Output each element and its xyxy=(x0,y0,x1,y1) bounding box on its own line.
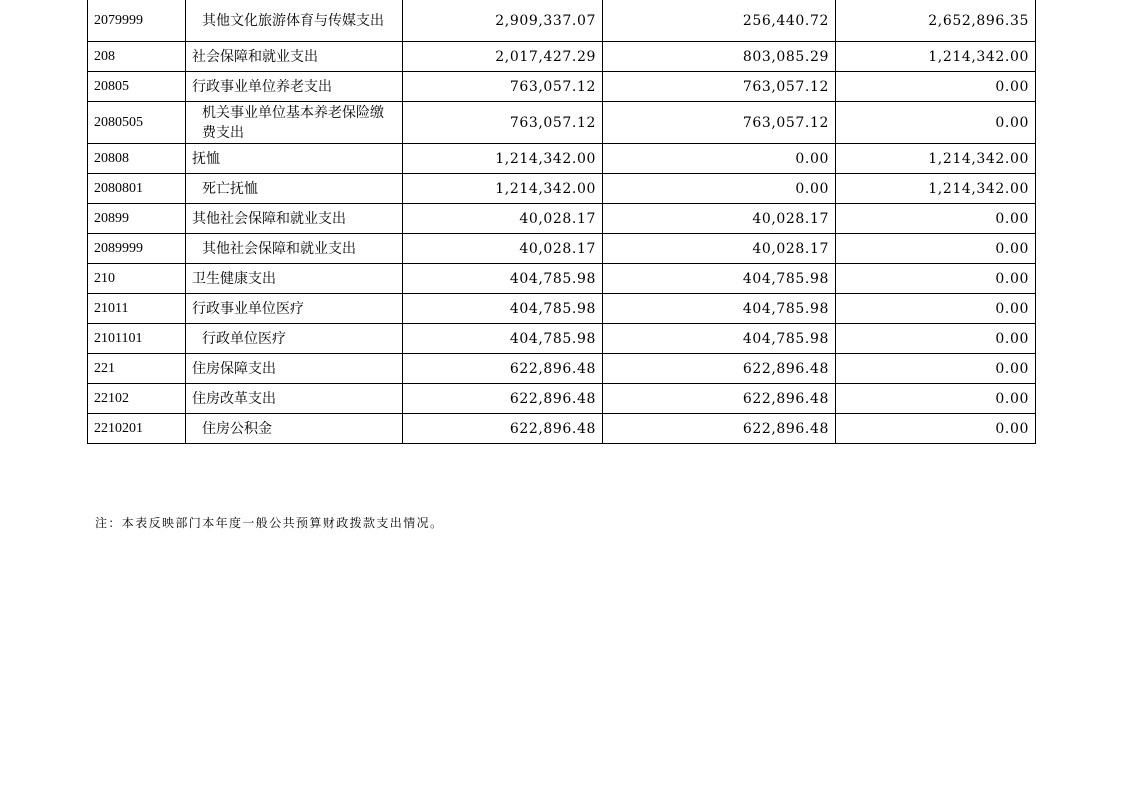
account-name-cell: 其他文化旅游体育与传媒支出 xyxy=(186,0,403,42)
basic-expenditure-cell: 622,896.48 xyxy=(603,414,836,444)
basic-expenditure-cell: 803,085.29 xyxy=(603,42,836,72)
project-expenditure-cell: 0.00 xyxy=(836,324,1036,354)
account-name-cell: 死亡抚恤 xyxy=(186,174,403,204)
basic-expenditure-cell: 404,785.98 xyxy=(603,294,836,324)
account-code-cell: 2079999 xyxy=(88,0,186,42)
basic-expenditure-cell: 763,057.12 xyxy=(603,102,836,144)
account-name-cell: 行政事业单位医疗 xyxy=(186,294,403,324)
table-row xyxy=(88,234,1036,264)
total-amount-cell: 40,028.17 xyxy=(403,234,603,264)
project-expenditure-cell: 0.00 xyxy=(836,414,1036,444)
project-expenditure-cell: 0.00 xyxy=(836,354,1036,384)
account-name-cell: 住房公积金 xyxy=(186,414,403,444)
table-row xyxy=(88,204,1036,234)
table-row xyxy=(88,264,1036,294)
project-expenditure-cell: 0.00 xyxy=(836,204,1036,234)
account-code-cell: 20805 xyxy=(88,72,186,102)
basic-expenditure-cell: 404,785.98 xyxy=(603,264,836,294)
total-amount-cell: 1,214,342.00 xyxy=(403,144,603,174)
account-name-cell: 卫生健康支出 xyxy=(186,264,403,294)
table-row xyxy=(88,294,1036,324)
basic-expenditure-cell: 0.00 xyxy=(603,144,836,174)
account-code-cell: 22102 xyxy=(88,384,186,414)
account-code-cell: 208 xyxy=(88,42,186,72)
table-row xyxy=(88,0,1036,42)
account-code-cell: 2210201 xyxy=(88,414,186,444)
account-name-cell: 住房改革支出 xyxy=(186,384,403,414)
total-amount-cell: 40,028.17 xyxy=(403,204,603,234)
table-row xyxy=(88,42,1036,72)
basic-expenditure-cell: 40,028.17 xyxy=(603,204,836,234)
total-amount-cell: 404,785.98 xyxy=(403,294,603,324)
account-name-cell: 住房保障支出 xyxy=(186,354,403,384)
project-expenditure-cell: 0.00 xyxy=(836,102,1036,144)
account-name-cell: 抚恤 xyxy=(186,144,403,174)
account-code-cell: 20899 xyxy=(88,204,186,234)
project-expenditure-cell: 2,652,896.35 xyxy=(836,0,1036,42)
table-row xyxy=(88,174,1036,204)
table-footnote: 注：本表反映部门本年度一般公共预算财政拨款支出情况。 xyxy=(95,516,444,530)
project-expenditure-cell: 0.00 xyxy=(836,234,1036,264)
project-expenditure-cell: 1,214,342.00 xyxy=(836,174,1036,204)
basic-expenditure-cell: 40,028.17 xyxy=(603,234,836,264)
project-expenditure-cell: 1,214,342.00 xyxy=(836,42,1036,72)
account-code-cell: 2089999 xyxy=(88,234,186,264)
budget-sheet xyxy=(87,0,1035,444)
project-expenditure-cell: 0.00 xyxy=(836,294,1036,324)
project-expenditure-cell: 1,214,342.00 xyxy=(836,144,1036,174)
project-expenditure-cell: 0.00 xyxy=(836,72,1036,102)
account-code-cell: 20808 xyxy=(88,144,186,174)
table-row xyxy=(88,102,1036,144)
basic-expenditure-cell: 256,440.72 xyxy=(603,0,836,42)
account-name-cell: 社会保障和就业支出 xyxy=(186,42,403,72)
total-amount-cell: 1,214,342.00 xyxy=(403,174,603,204)
total-amount-cell: 622,896.48 xyxy=(403,414,603,444)
expenditure-table xyxy=(87,0,1036,444)
account-code-cell: 210 xyxy=(88,264,186,294)
account-code-cell: 2101101 xyxy=(88,324,186,354)
account-name-cell: 行政单位医疗 xyxy=(186,324,403,354)
basic-expenditure-cell: 622,896.48 xyxy=(603,354,836,384)
table-row xyxy=(88,72,1036,102)
table-row xyxy=(88,354,1036,384)
account-name-cell: 机关事业单位基本养老保险缴费支出 xyxy=(186,102,403,144)
total-amount-cell: 404,785.98 xyxy=(403,264,603,294)
basic-expenditure-cell: 622,896.48 xyxy=(603,384,836,414)
account-code-cell: 2080801 xyxy=(88,174,186,204)
total-amount-cell: 763,057.12 xyxy=(403,72,603,102)
total-amount-cell: 622,896.48 xyxy=(403,354,603,384)
project-expenditure-cell: 0.00 xyxy=(836,264,1036,294)
account-name-cell: 其他社会保障和就业支出 xyxy=(186,234,403,264)
project-expenditure-cell: 0.00 xyxy=(836,384,1036,414)
account-name-cell: 行政事业单位养老支出 xyxy=(186,72,403,102)
total-amount-cell: 622,896.48 xyxy=(403,384,603,414)
total-amount-cell: 2,017,427.29 xyxy=(403,42,603,72)
account-code-cell: 2080505 xyxy=(88,102,186,144)
table-row xyxy=(88,384,1036,414)
basic-expenditure-cell: 0.00 xyxy=(603,174,836,204)
account-code-cell: 221 xyxy=(88,354,186,384)
basic-expenditure-cell: 763,057.12 xyxy=(603,72,836,102)
account-name-cell: 其他社会保障和就业支出 xyxy=(186,204,403,234)
table-row xyxy=(88,414,1036,444)
total-amount-cell: 2,909,337.07 xyxy=(403,0,603,42)
table-row xyxy=(88,324,1036,354)
total-amount-cell: 763,057.12 xyxy=(403,102,603,144)
table-row xyxy=(88,144,1036,174)
basic-expenditure-cell: 404,785.98 xyxy=(603,324,836,354)
account-code-cell: 21011 xyxy=(88,294,186,324)
table-body xyxy=(88,0,1036,444)
total-amount-cell: 404,785.98 xyxy=(403,324,603,354)
